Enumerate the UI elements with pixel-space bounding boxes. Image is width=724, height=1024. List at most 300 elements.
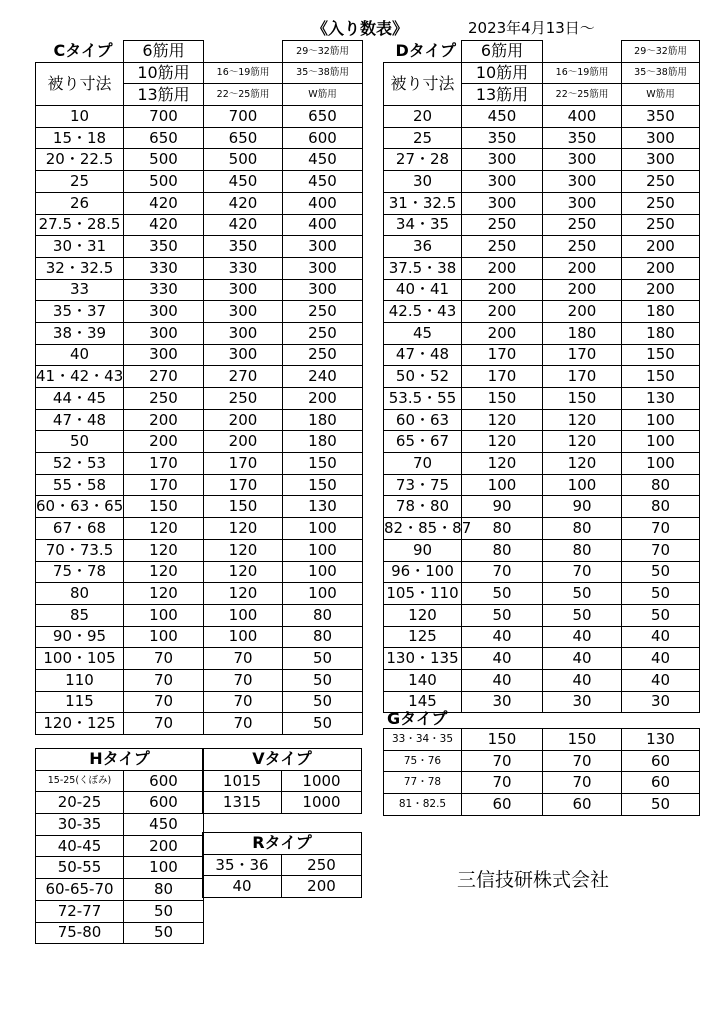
c-cell: 26 xyxy=(36,192,124,214)
c-cell: 120 xyxy=(204,518,283,540)
d-cell: 300 xyxy=(543,192,622,214)
c-cell: 41・42・43 xyxy=(36,366,124,388)
c-cell: 270 xyxy=(124,366,204,388)
d-cell: 40 xyxy=(543,669,622,691)
g-cell: 70 xyxy=(462,750,543,772)
c-cell: 330 xyxy=(124,279,204,301)
h-type-title: Hタイプ xyxy=(36,749,204,771)
c-cell: 30・31 xyxy=(36,236,124,258)
c-cell: 70 xyxy=(124,669,204,691)
d-table-row xyxy=(384,669,700,691)
d-cell: 90 xyxy=(384,539,462,561)
c-table-row xyxy=(36,474,363,496)
c-header-w: W筋用 xyxy=(283,84,363,106)
d-cell: 80 xyxy=(543,539,622,561)
d-cell: 250 xyxy=(543,214,622,236)
d-cell: 40 xyxy=(462,648,543,670)
c-cell: 650 xyxy=(283,106,363,128)
d-label: 被り寸法 xyxy=(384,62,462,105)
c-cell: 80 xyxy=(36,583,124,605)
c-cell: 170 xyxy=(204,474,283,496)
d-cell: 170 xyxy=(543,344,622,366)
d-cell: 37.5・38 xyxy=(384,257,462,279)
h-cell: 72-77 xyxy=(36,900,124,922)
d-table-row xyxy=(384,257,700,279)
d-cell: 50 xyxy=(622,583,700,605)
d-header-6: 6筋用 xyxy=(462,41,543,63)
c-cell: 100 xyxy=(283,518,363,540)
c-cell: 450 xyxy=(283,171,363,193)
d-cell: 200 xyxy=(462,257,543,279)
d-cell: 70 xyxy=(622,518,700,540)
d-cell: 40・41 xyxy=(384,279,462,301)
c-cell: 35・37 xyxy=(36,301,124,323)
c-cell: 70 xyxy=(204,648,283,670)
c-cell: 100 xyxy=(283,561,363,583)
d-cell: 100 xyxy=(622,431,700,453)
c-cell: 47・48 xyxy=(36,409,124,431)
c-table-row xyxy=(36,279,363,301)
c-cell: 200 xyxy=(124,409,204,431)
h-cell: 600 xyxy=(124,770,204,792)
c-cell: 250 xyxy=(124,388,204,410)
c-cell: 700 xyxy=(204,106,283,128)
c-cell: 420 xyxy=(204,192,283,214)
c-cell: 250 xyxy=(204,388,283,410)
d-cell: 80 xyxy=(462,518,543,540)
c-cell: 420 xyxy=(204,214,283,236)
d-table-row xyxy=(384,149,700,171)
c-table-row xyxy=(36,301,363,323)
d-cell: 120 xyxy=(384,604,462,626)
c-cell: 70 xyxy=(204,713,283,735)
c-cell: 38・39 xyxy=(36,322,124,344)
v-type-table xyxy=(202,748,362,814)
d-cell: 130・135 xyxy=(384,648,462,670)
c-cell: 110 xyxy=(36,669,124,691)
d-cell: 40 xyxy=(622,626,700,648)
c-table-row xyxy=(36,214,363,236)
v-cell: 1015 xyxy=(203,770,282,792)
d-cell: 350 xyxy=(622,106,700,128)
d-cell: 25 xyxy=(384,127,462,149)
c-cell: 100 xyxy=(283,539,363,561)
c-table-row xyxy=(36,626,363,648)
d-cell: 50 xyxy=(543,583,622,605)
d-cell: 150 xyxy=(462,388,543,410)
d-cell: 140 xyxy=(384,669,462,691)
d-cell: 47・48 xyxy=(384,344,462,366)
g-table-row xyxy=(384,794,700,816)
c-cell: 420 xyxy=(124,192,204,214)
c-cell: 10 xyxy=(36,106,124,128)
r-table-row xyxy=(203,854,362,876)
c-type-title: Cタイプ xyxy=(53,41,113,61)
c-cell: 330 xyxy=(124,257,204,279)
c-cell: 200 xyxy=(204,431,283,453)
g-cell: 130 xyxy=(622,729,700,751)
d-cell: 250 xyxy=(462,236,543,258)
d-cell: 96・100 xyxy=(384,561,462,583)
c-table-row xyxy=(36,669,363,691)
g-cell: 33・34・35 xyxy=(384,729,462,751)
d-cell: 90 xyxy=(543,496,622,518)
h-table-row xyxy=(36,922,204,944)
c-table-row xyxy=(36,257,363,279)
d-table-row xyxy=(384,431,700,453)
c-table-row xyxy=(36,518,363,540)
d-table-row xyxy=(384,279,700,301)
h-table-row xyxy=(36,900,204,922)
h-table-row xyxy=(36,835,204,857)
d-cell: 100 xyxy=(622,409,700,431)
company-name: 三信技研株式会社 xyxy=(457,869,610,891)
c-table-row xyxy=(36,496,363,518)
d-table-row xyxy=(384,496,700,518)
r-type-title: Rタイプ xyxy=(203,833,362,855)
c-cell: 40 xyxy=(36,344,124,366)
c-cell: 250 xyxy=(283,344,363,366)
g-type-table xyxy=(383,728,700,816)
g-table-row xyxy=(384,729,700,751)
c-cell: 15・18 xyxy=(36,127,124,149)
c-cell: 450 xyxy=(283,149,363,171)
c-table-row xyxy=(36,388,363,410)
d-cell: 50 xyxy=(622,561,700,583)
d-table-row xyxy=(384,344,700,366)
g-cell: 75・76 xyxy=(384,750,462,772)
c-cell: 120 xyxy=(204,583,283,605)
d-table-row xyxy=(384,388,700,410)
d-table-row xyxy=(384,626,700,648)
c-cell: 70 xyxy=(204,691,283,713)
c-cell: 240 xyxy=(283,366,363,388)
h-cell: 20-25 xyxy=(36,792,124,814)
c-cell: 450 xyxy=(204,171,283,193)
g-cell: 50 xyxy=(622,794,700,816)
c-cell: 85 xyxy=(36,604,124,626)
d-cell: 31・32.5 xyxy=(384,192,462,214)
d-cell: 65・67 xyxy=(384,431,462,453)
h-table-row xyxy=(36,770,204,792)
d-table-row xyxy=(384,171,700,193)
d-table-row xyxy=(384,539,700,561)
d-cell: 150 xyxy=(543,388,622,410)
d-cell: 50 xyxy=(622,604,700,626)
c-cell: 150 xyxy=(283,474,363,496)
d-cell: 200 xyxy=(622,257,700,279)
h-cell: 80 xyxy=(124,879,204,901)
d-cell: 120 xyxy=(462,453,543,475)
d-cell: 40 xyxy=(622,648,700,670)
d-table-row xyxy=(384,106,700,128)
d-cell: 200 xyxy=(622,236,700,258)
h-cell: 40-45 xyxy=(36,835,124,857)
c-table-row xyxy=(36,431,363,453)
c-cell: 300 xyxy=(204,322,283,344)
d-cell: 82・85・87 xyxy=(384,518,462,540)
c-table-row xyxy=(36,171,363,193)
d-cell: 100 xyxy=(622,453,700,475)
c-cell: 350 xyxy=(204,236,283,258)
d-table-row xyxy=(384,192,700,214)
d-header-22: 22～25筋用 xyxy=(543,84,622,106)
c-cell: 60・63・65 xyxy=(36,496,124,518)
c-table-row xyxy=(36,192,363,214)
r-type-table xyxy=(202,832,362,898)
c-cell: 25 xyxy=(36,171,124,193)
v-cell: 1000 xyxy=(282,792,362,814)
c-table-row xyxy=(36,127,363,149)
d-cell: 70 xyxy=(622,539,700,561)
d-cell: 30 xyxy=(384,171,462,193)
c-cell: 200 xyxy=(204,409,283,431)
c-cell: 500 xyxy=(124,171,204,193)
c-cell: 70 xyxy=(124,691,204,713)
d-cell: 300 xyxy=(543,149,622,171)
d-cell: 73・75 xyxy=(384,474,462,496)
c-table-row xyxy=(36,691,363,713)
d-cell: 50 xyxy=(462,583,543,605)
d-cell: 40 xyxy=(622,669,700,691)
c-cell: 270 xyxy=(204,366,283,388)
d-table-row xyxy=(384,474,700,496)
d-cell: 27・28 xyxy=(384,149,462,171)
c-header-29: 29～32筋用 xyxy=(283,41,363,63)
d-cell: 250 xyxy=(622,171,700,193)
c-cell: 100 xyxy=(283,583,363,605)
c-cell: 650 xyxy=(124,127,204,149)
c-cell: 75・78 xyxy=(36,561,124,583)
d-cell: 200 xyxy=(462,322,543,344)
c-cell: 500 xyxy=(204,149,283,171)
c-cell: 50 xyxy=(283,691,363,713)
c-cell: 120 xyxy=(204,561,283,583)
d-header-w: W筋用 xyxy=(622,84,700,106)
c-cell: 33 xyxy=(36,279,124,301)
c-cell: 120 xyxy=(204,539,283,561)
d-cell: 120 xyxy=(543,453,622,475)
g-cell: 150 xyxy=(462,729,543,751)
d-cell: 80 xyxy=(462,539,543,561)
c-cell: 300 xyxy=(283,236,363,258)
d-cell: 50 xyxy=(543,604,622,626)
h-cell: 50 xyxy=(124,922,204,944)
d-cell: 170 xyxy=(462,366,543,388)
d-table-row xyxy=(384,127,700,149)
d-cell: 200 xyxy=(462,279,543,301)
h-cell: 75-80 xyxy=(36,922,124,944)
d-table-row xyxy=(384,648,700,670)
d-table-row xyxy=(384,214,700,236)
d-cell: 130 xyxy=(622,388,700,410)
d-cell: 450 xyxy=(462,106,543,128)
c-table-row xyxy=(36,322,363,344)
c-cell: 120 xyxy=(124,561,204,583)
d-cell: 300 xyxy=(622,149,700,171)
g-cell: 70 xyxy=(543,772,622,794)
v-table-row xyxy=(203,792,362,814)
c-cell: 400 xyxy=(283,214,363,236)
h-table-row xyxy=(36,857,204,879)
d-cell: 40 xyxy=(543,648,622,670)
c-table-row xyxy=(36,149,363,171)
d-cell: 180 xyxy=(622,301,700,323)
c-type-table xyxy=(35,40,363,735)
g-cell: 60 xyxy=(622,750,700,772)
h-cell: 200 xyxy=(124,835,204,857)
h-cell: 100 xyxy=(124,857,204,879)
c-cell: 50 xyxy=(283,713,363,735)
c-cell: 120・125 xyxy=(36,713,124,735)
d-table-row xyxy=(384,366,700,388)
d-cell: 300 xyxy=(462,192,543,214)
d-header-35: 35～38筋用 xyxy=(622,62,700,84)
c-cell: 50 xyxy=(283,648,363,670)
c-cell: 700 xyxy=(124,106,204,128)
c-cell: 70・73.5 xyxy=(36,539,124,561)
d-cell: 70 xyxy=(384,453,462,475)
h-cell: 50 xyxy=(124,900,204,922)
h-cell: 60-65-70 xyxy=(36,879,124,901)
d-header-16: 16～19筋用 xyxy=(543,62,622,84)
d-cell: 170 xyxy=(543,366,622,388)
d-cell: 200 xyxy=(543,257,622,279)
c-cell: 300 xyxy=(283,279,363,301)
c-cell: 32・32.5 xyxy=(36,257,124,279)
d-cell: 145 xyxy=(384,691,462,713)
c-table-row xyxy=(36,583,363,605)
d-cell: 80 xyxy=(622,474,700,496)
v-cell: 1000 xyxy=(282,770,362,792)
c-header-35: 35～38筋用 xyxy=(283,62,363,84)
h-cell: 30-35 xyxy=(36,814,124,836)
r-cell: 200 xyxy=(282,876,362,898)
c-cell: 180 xyxy=(283,431,363,453)
c-header-16: 16～19筋用 xyxy=(204,62,283,84)
d-cell: 300 xyxy=(462,171,543,193)
d-cell: 200 xyxy=(543,301,622,323)
d-cell: 30 xyxy=(543,691,622,713)
d-cell: 53.5・55 xyxy=(384,388,462,410)
c-cell: 170 xyxy=(204,453,283,475)
r-table-row xyxy=(203,876,362,898)
r-cell: 40 xyxy=(203,876,282,898)
d-cell: 250 xyxy=(622,214,700,236)
c-cell: 100 xyxy=(204,604,283,626)
d-table-row xyxy=(384,561,700,583)
g-cell: 70 xyxy=(543,750,622,772)
c-cell: 115 xyxy=(36,691,124,713)
g-type-title: Gタイプ xyxy=(387,709,448,728)
c-cell: 650 xyxy=(204,127,283,149)
c-cell: 300 xyxy=(124,344,204,366)
c-header-22: 22～25筋用 xyxy=(204,84,283,106)
c-cell: 120 xyxy=(124,583,204,605)
r-cell: 250 xyxy=(282,854,362,876)
d-table-row xyxy=(384,301,700,323)
g-cell: 60 xyxy=(543,794,622,816)
d-cell: 90 xyxy=(462,496,543,518)
d-cell: 80 xyxy=(543,518,622,540)
d-cell: 40 xyxy=(462,626,543,648)
d-cell: 70 xyxy=(543,561,622,583)
c-cell: 300 xyxy=(283,257,363,279)
d-cell: 150 xyxy=(622,344,700,366)
d-cell: 200 xyxy=(462,301,543,323)
g-cell: 60 xyxy=(462,794,543,816)
h-cell: 15-25(くぼみ) xyxy=(36,770,124,792)
c-table-row xyxy=(36,604,363,626)
c-cell: 80 xyxy=(283,626,363,648)
d-cell: 400 xyxy=(543,106,622,128)
c-table-row xyxy=(36,539,363,561)
c-cell: 600 xyxy=(283,127,363,149)
d-cell: 350 xyxy=(462,127,543,149)
d-cell: 120 xyxy=(462,409,543,431)
d-type-title: Dタイプ xyxy=(395,41,456,61)
c-table-row xyxy=(36,366,363,388)
d-cell: 78・80 xyxy=(384,496,462,518)
c-cell: 70 xyxy=(124,648,204,670)
page-title: 《入り数表》 xyxy=(312,19,409,38)
d-cell: 125 xyxy=(384,626,462,648)
h-cell: 600 xyxy=(124,792,204,814)
d-cell: 300 xyxy=(462,149,543,171)
d-table-row xyxy=(384,583,700,605)
c-cell: 20・22.5 xyxy=(36,149,124,171)
c-cell: 50 xyxy=(36,431,124,453)
c-cell: 500 xyxy=(124,149,204,171)
g-cell: 150 xyxy=(543,729,622,751)
g-cell: 60 xyxy=(622,772,700,794)
v-type-title: Vタイプ xyxy=(203,749,362,771)
d-cell: 150 xyxy=(622,366,700,388)
d-cell: 34・35 xyxy=(384,214,462,236)
c-cell: 250 xyxy=(283,301,363,323)
c-cell: 300 xyxy=(204,344,283,366)
d-cell: 105・110 xyxy=(384,583,462,605)
c-cell: 150 xyxy=(283,453,363,475)
h-cell: 50-55 xyxy=(36,857,124,879)
d-table-row xyxy=(384,322,700,344)
d-cell: 50 xyxy=(462,604,543,626)
c-cell: 300 xyxy=(124,322,204,344)
c-cell: 80 xyxy=(283,604,363,626)
c-cell: 200 xyxy=(283,388,363,410)
c-table-row xyxy=(36,344,363,366)
c-cell: 70 xyxy=(124,713,204,735)
d-header-29: 29～32筋用 xyxy=(622,41,700,63)
g-table-row xyxy=(384,750,700,772)
d-cell: 20 xyxy=(384,106,462,128)
d-cell: 60・63 xyxy=(384,409,462,431)
c-cell: 420 xyxy=(124,214,204,236)
g-cell: 70 xyxy=(462,772,543,794)
c-cell: 400 xyxy=(283,192,363,214)
d-table-row xyxy=(384,409,700,431)
d-table-row xyxy=(384,604,700,626)
d-cell: 200 xyxy=(622,279,700,301)
h-table-row xyxy=(36,814,204,836)
date-label: 2023年4月13日～ xyxy=(468,19,595,37)
c-cell: 150 xyxy=(204,496,283,518)
c-table-row xyxy=(36,561,363,583)
h-table-row xyxy=(36,879,204,901)
d-cell: 350 xyxy=(543,127,622,149)
c-header-6: 6筋用 xyxy=(124,41,204,63)
d-table-row xyxy=(384,453,700,475)
